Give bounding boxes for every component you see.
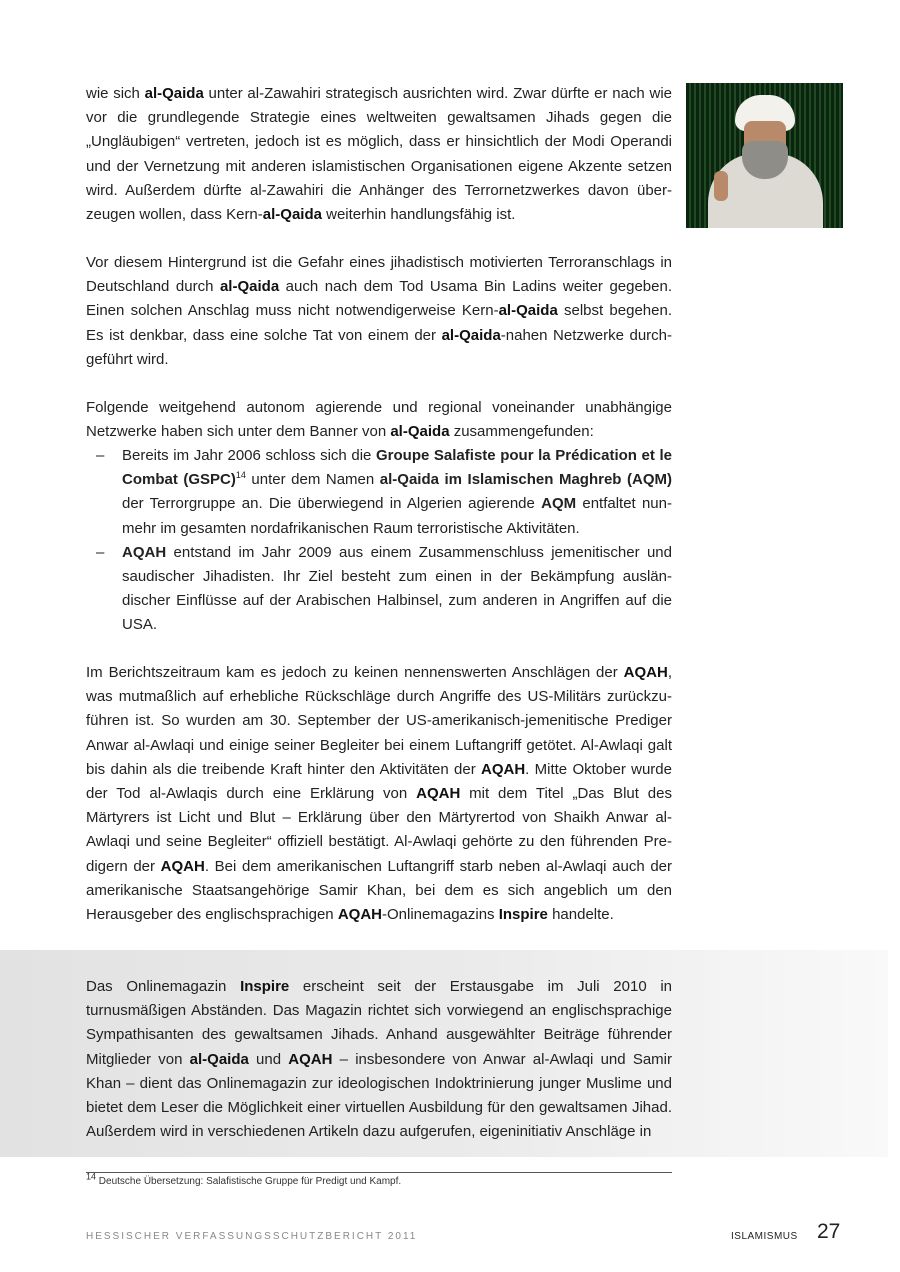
text-run: selbst begehen. Es ist denkbar, dass eine solche Tat von einem der bbox=[86, 302, 672, 344]
footnote-text: Deutsche Übersetzung: Salafistische Gruppe für Predigt und Kampf. bbox=[96, 1176, 402, 1187]
text-run: entfaltet nunmehr im gesamten nordafrikanischen Raum terroristische Aktivitäten. bbox=[122, 495, 672, 537]
photo-hand bbox=[714, 171, 728, 201]
text-run: , was mutmaßlich auf erhebliche Rückschläge durch Angriffe des US-Militärs zurückzuführen ist. So wurden am 30. September der US-amerikanisch-jemenitische Prediger Anwar al-Awlaqi und einige seiner Begleiter bei einem Luftangriff getötet. Al-Awlaqi galt bis dahin als die treibende Kraft hinter den Aktivitäten der bbox=[86, 664, 672, 778]
text-run: unter dem Namen bbox=[245, 471, 380, 489]
text-run: – insbesondere von Anwar al-Awlaqi und Samir Khan – dient das Onlinemagazin zur ideologischen Indoktrinierung junger Muslime und bietet dem Leser die Möglichkeit einer virtuellen Ausbildung für den gewaltsamen Jihad. Außerdem wird in verschiedenen Artikeln dazu aufgerufen, eigeninitiativ Anschläge in bbox=[86, 1050, 672, 1141]
bold-term: Inspire bbox=[240, 978, 290, 995]
list-item bbox=[86, 541, 672, 638]
paragraph-threat bbox=[86, 251, 672, 372]
text-run: weiterhin handlungsfähig ist. bbox=[321, 206, 516, 224]
page-number: 27 bbox=[817, 1220, 841, 1243]
text-run: -nahen Netzwerke durchgeführt wird. bbox=[86, 326, 672, 368]
bold-term: AQAH bbox=[122, 543, 167, 561]
text-run: erscheint seit der Erstausgabe im Juli 2010 in turnusmäßigen Abständen. Das Magazin richtet sich vorwiegend an englischsprachige Sympathisanten des gewaltsamen Jihads. Anhand ausgewählter Beiträge führender Mitglieder von bbox=[86, 978, 673, 1068]
text-run: Das Onlinemagazin bbox=[86, 978, 241, 995]
bold-term: al-Qaida bbox=[441, 326, 501, 344]
bold-term: AQAH bbox=[623, 664, 668, 681]
footnote-divider bbox=[86, 1172, 672, 1173]
text-run: wie sich bbox=[86, 85, 145, 102]
bold-term: AQAH bbox=[160, 857, 205, 875]
text-run: der Terrorgruppe an. Die überwiegend in Algerien agierende bbox=[122, 495, 542, 513]
text-run: Im Berichtszeitraum kam es jedoch zu keinen nennenswerten Anschlägen der bbox=[86, 664, 624, 681]
text-run: Vor diesem Hintergrund ist die Gefahr eines jihadistisch motivierten Terroranschlags in Deutschland durch bbox=[86, 254, 672, 296]
list-dash: – bbox=[96, 447, 105, 464]
paragraph-networks-intro bbox=[86, 396, 672, 444]
paragraph-zawahiri bbox=[86, 82, 672, 227]
text-run: Bereits im Jahr 2006 schloss sich die bbox=[122, 447, 376, 464]
paragraph-inspire bbox=[86, 975, 672, 1144]
bold-term: Inspire bbox=[498, 906, 548, 924]
text-run: entstand im Jahr 2009 aus einem Zusammenschluss jemenitischer und saudischer Jihadisten. Ihr Ziel besteht zum einen in der Bekämpfung ausländischer Einflüsse auf der Arabischen Halbinsel, zum anderen in Angriffen auf die USA. bbox=[122, 543, 672, 634]
text-run: unter al-Zawahiri strategisch ausrichten wird. Zwar dürfte er nach wie vor die grundlegende Strategie eines weltweiten gewaltsamen Jihads gegen die „Ungläubigen“ vertreten, jedoch ist es möglich, dass er hinsichtlich der Modi Operandi und der Vernetzung mit anderen islamistischen Organisationen eigene Akzente setzen wird. Außerdem dürfte al-Zawahiri die Anhänger des Terrornetzwerkes davon überzeugen wollen, dass Kern- bbox=[86, 85, 672, 224]
bold-term: AQAH bbox=[288, 1050, 333, 1068]
portrait-photo bbox=[686, 83, 843, 228]
text-run: zusammengefunden: bbox=[449, 423, 594, 441]
footnote bbox=[86, 1171, 402, 1187]
bold-term: AQAH bbox=[481, 760, 526, 778]
bold-term: AQAH bbox=[337, 906, 382, 924]
bold-term: al-Qaida bbox=[390, 423, 450, 441]
bold-term: AQM bbox=[541, 495, 577, 513]
text-run: handelte. bbox=[547, 906, 614, 924]
text-run: . Bei dem amerikanischen Luftangriff starb neben al-Awlaqi auch der amerikanische Staatsangehörige Samir Khan, bei dem es sich angeblich um den Herausgeber des englischsprachigen bbox=[86, 857, 673, 924]
text-run: Folgende weitgehend autonom agierende und regional voneinander unabhängige Netzwerke haben sich unter dem Banner von bbox=[86, 399, 672, 441]
text-run: -Onlinemagazins bbox=[382, 906, 499, 924]
bold-term: al-Qaida bbox=[144, 85, 204, 102]
bold-term: Groupe Salafiste pour la Prédication et le Combat (GSPC) bbox=[122, 447, 672, 489]
bold-term: al-Qaida bbox=[189, 1050, 249, 1068]
footer-report-title: HESSISCHER VERFASSUNGSSCHUTZBERICHT 2011 bbox=[86, 1231, 418, 1242]
bold-term: al-Qaida bbox=[262, 206, 322, 224]
text-run: mit dem Titel „Das Blut des Märtyrers ist Licht und Blut – Erklärung über den Märtyrertod von Shaikh Anwar al-Awlaqi und seine Begleiter“ offiziell bestätigt. Al-Awlaqi gehörte zu den führenden Predigern der bbox=[86, 785, 672, 875]
networks-list bbox=[86, 444, 672, 638]
bold-term: al-Qaida bbox=[219, 278, 280, 296]
footer-section-label: ISLAMISMUS bbox=[731, 1231, 798, 1242]
list-item bbox=[86, 444, 672, 541]
bold-term: al-Qaida bbox=[498, 302, 558, 320]
footnote-number: 14 bbox=[86, 1171, 97, 1182]
paragraph-awlaqi bbox=[86, 661, 672, 927]
bold-term: AQAH bbox=[416, 785, 461, 803]
footnote-ref: 14 bbox=[235, 470, 246, 481]
bold-term: al-Qaida im Islamischen Maghreb (AQM) bbox=[379, 471, 672, 489]
text-run: . Mitte Oktober wurde der Tod al-Awlaqis durch eine Erklärung von bbox=[86, 760, 672, 803]
list-item-text bbox=[122, 544, 672, 634]
list-dash: – bbox=[96, 543, 105, 561]
list-item-text bbox=[122, 447, 672, 537]
text-run: und bbox=[248, 1050, 289, 1068]
text-run: auch nach dem Tod Usama Bin Ladins weiter gegeben. Einen solchen Anschlag muss nicht notwendigerweise Kern- bbox=[86, 278, 673, 320]
